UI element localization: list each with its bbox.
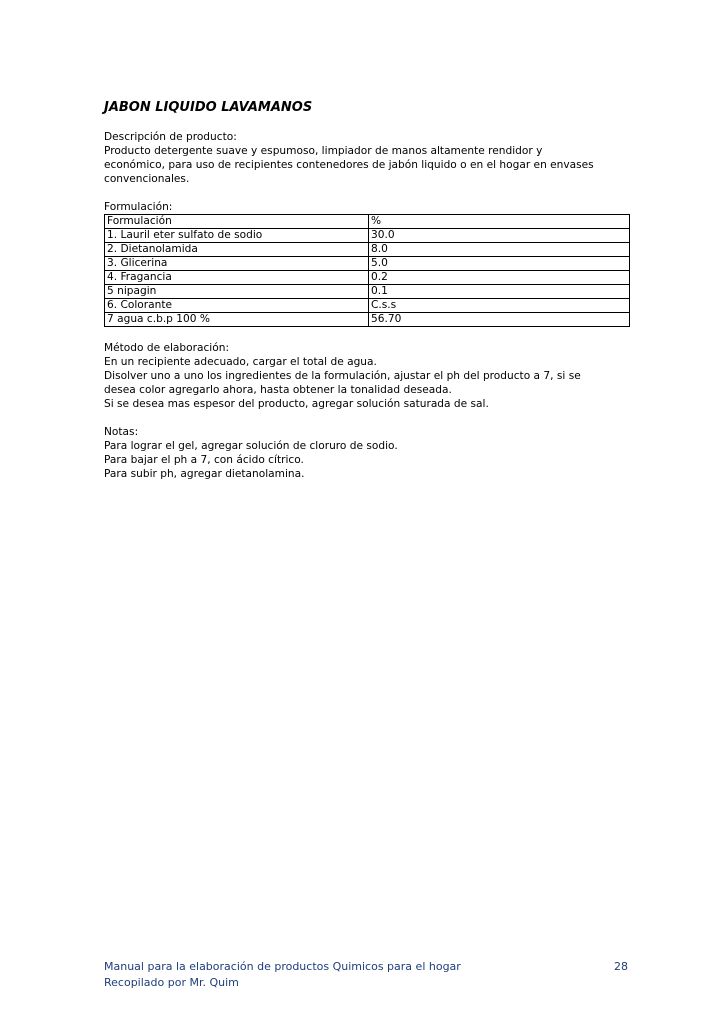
- table-row: [105, 285, 630, 299]
- product-title: JABON LIQUIDO LAVAMANOS: [104, 100, 313, 115]
- table-header-cell: %: [369, 215, 630, 229]
- footer-compiled-by: Recopilado por Mr. Quim: [104, 976, 239, 989]
- notes-line: Para bajar el ph a 7, con ácido cítrico.: [104, 454, 304, 466]
- method-label: Método de elaboración:: [104, 342, 230, 354]
- page-footer: [104, 959, 628, 991]
- ingredient-cell: 6. Colorante: [105, 299, 369, 313]
- percent-cell: 30.0: [369, 229, 630, 243]
- ingredient-cell: 7 agua c.b.p 100 %: [105, 313, 369, 327]
- table-row: [105, 243, 630, 257]
- percent-cell: 0.1: [369, 285, 630, 299]
- page-content: [104, 100, 630, 481]
- table-header-row: [105, 215, 630, 229]
- table-row: [105, 271, 630, 285]
- table-row: [105, 299, 630, 313]
- description-line: convencionales.: [104, 173, 190, 185]
- ingredient-cell: 2. Dietanolamida: [105, 243, 369, 257]
- table-row: [105, 313, 630, 327]
- method-line: En un recipiente adecuado, cargar el total de agua.: [104, 356, 377, 368]
- table-row: [105, 257, 630, 271]
- percent-cell: 8.0: [369, 243, 630, 257]
- page-number: 28: [614, 960, 628, 973]
- method-line: Si se desea mas espesor del producto, agregar solución saturada de sal.: [104, 398, 489, 410]
- formulation-label: Formulación:: [104, 201, 173, 213]
- percent-cell: C.s.s: [369, 299, 630, 313]
- method-line: Disolver uno a uno los ingredientes de la formulación, ajustar el ph del producto a 7, si se: [104, 370, 581, 382]
- formulation-table: [104, 214, 630, 327]
- percent-cell: 0.2: [369, 271, 630, 285]
- ingredient-cell: 3. Glicerina: [105, 257, 369, 271]
- notes-line: Para subir ph, agregar dietanolamina.: [104, 468, 305, 480]
- ingredient-cell: 4. Fragancia: [105, 271, 369, 285]
- description-line: económico, para uso de recipientes contenedores de jabón liquido o en el hogar en envases: [104, 159, 594, 171]
- ingredient-cell: 5 nipagin: [105, 285, 369, 299]
- table-row: [105, 229, 630, 243]
- description-label: Descripción de producto:: [104, 131, 237, 143]
- percent-cell: 56.70: [369, 313, 630, 327]
- description-line: Producto detergente suave y espumoso, limpiador de manos altamente rendidor y: [104, 145, 543, 157]
- notes-line: Para lograr el gel, agregar solución de cloruro de sodio.: [104, 440, 398, 452]
- percent-cell: 5.0: [369, 257, 630, 271]
- ingredient-cell: 1. Lauril eter sulfato de sodio: [105, 229, 369, 243]
- notes-label: Notas:: [104, 426, 139, 438]
- table-header-cell: Formulación: [105, 215, 369, 229]
- method-line: desea color agregarlo ahora, hasta obtener la tonalidad deseada.: [104, 384, 452, 396]
- footer-manual-title: Manual para la elaboración de productos Quimicos para el hogar: [104, 960, 461, 973]
